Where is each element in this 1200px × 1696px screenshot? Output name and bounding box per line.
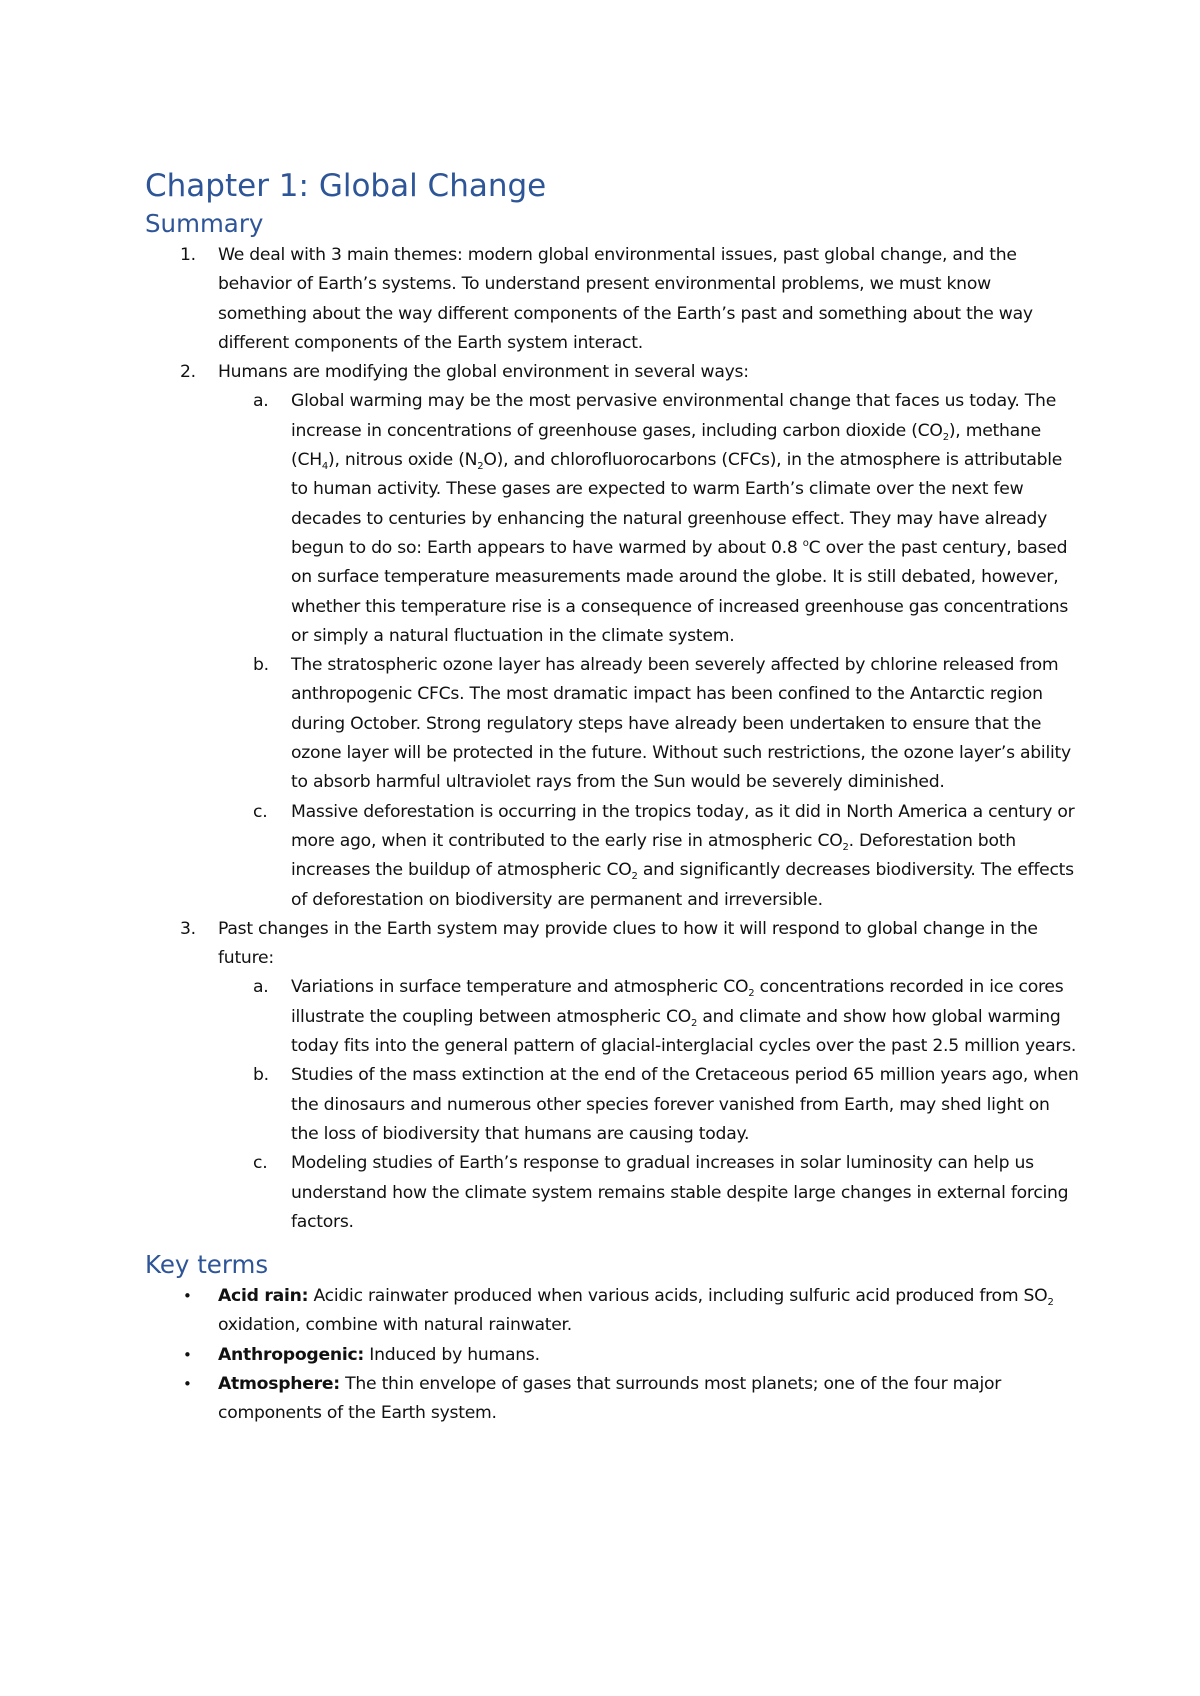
summary-list [145, 241, 1080, 1237]
summary-item-3 [145, 915, 1080, 1237]
bullet-icon: • [183, 1287, 192, 1306]
summary-item-text: We deal with 3 main themes: modern global environmental issues, past global change, and the behavior of Earth’s systems. To understand present environmental problems, we must know something about the way different components of the Earth’s past and something about the way different components of the Earth system interact. [218, 245, 1033, 353]
text-run: Variations in surface temperature and atmospheric CO [291, 977, 749, 998]
key-term-item [145, 1370, 1080, 1429]
summary-sublist [218, 973, 1080, 1237]
text-run: concentrations recorded in ice cores illustrate the coupling between atmospheric CO [291, 977, 1064, 1027]
degree-superscript: o [802, 537, 809, 549]
text-run: ), nitrous oxide (N [328, 450, 478, 471]
text-run: ), methane (CH [291, 420, 1041, 471]
key-terms-list [145, 1282, 1080, 1428]
list-number: 1. [180, 245, 196, 265]
list-letter: a. [253, 977, 269, 998]
text-run: C over the past century, based on surface temperature measurements made around the globe. It is still debated, however, whether this temperature rise is a consequence of increased greenhouse gas concentrations or simply a natural fluctuation in the climate system. [291, 537, 1069, 646]
text-run: . Deforestation both increases the buildup of atmospheric CO [291, 830, 1016, 881]
summary-heading: Summary [145, 209, 264, 238]
text-run: Studies of the mass extinction at the end of the Cretaceous period 65 million years ago, when the dinosaurs and numerous other species forever vanished from Earth, may shed light on the loss of biodiversity that humans are causing today. [291, 1065, 1079, 1144]
key-terms-heading: Key terms [145, 1250, 269, 1280]
text-run: The stratospheric ozone layer has already been severely affected by chlorine released from anthropogenic CFCs. The most dramatic impact has been confined to the Antarctic region during October. Strong regulatory steps have already been undertaken to ensure that the ozone layer will be protected in the future. Without such restrictions, the ozone layer’s ability to absorb harmful ultraviolet rays from the Sun would be severely diminished. [291, 655, 1071, 793]
summary-subitem-3a [145, 973, 1080, 1061]
subscript: 2 [1047, 1297, 1054, 1309]
summary-subitem-2b [145, 651, 1080, 797]
subscript: 2 [942, 431, 949, 443]
bullet-icon: • [183, 1345, 192, 1364]
term-name: Acid rain: [218, 1286, 309, 1307]
list-letter: c. [253, 1153, 268, 1174]
text-run: and significantly decreases biodiversity. The effects of deforestation on biodiversity are permanent and irreversible. [291, 860, 1074, 910]
chapter-title: Chapter 1: Global Change [145, 168, 547, 204]
list-letter: b. [253, 1065, 269, 1086]
summary-sublist [218, 387, 1080, 914]
summary-subitem-3b [145, 1061, 1080, 1149]
key-term-item [145, 1282, 1080, 1341]
summary-item-text: Past changes in the Earth system may provide clues to how it will respond to global change in the future: [218, 918, 1038, 969]
list-letter: b. [253, 655, 269, 676]
summary-subitem-2c [145, 798, 1080, 915]
document-body [145, 165, 1080, 1429]
list-number: 3. [180, 918, 196, 939]
summary-item-2 [145, 358, 1080, 915]
list-letter: c. [253, 801, 268, 822]
subscript: 2 [748, 988, 755, 1000]
summary-subitem-3c [145, 1149, 1080, 1237]
subscript: 2 [631, 871, 638, 883]
term-name: Atmosphere: [218, 1373, 340, 1394]
term-definition: oxidation, combine with natural rainwater. [218, 1315, 572, 1336]
summary-subitem-2a [145, 387, 1080, 651]
list-number: 2. [180, 362, 196, 383]
subscript: 4 [321, 461, 329, 473]
term-name: Anthropogenic: [218, 1344, 365, 1365]
text-run: Global warming may be the most pervasive environmental change that faces us today. The increase in concentrations of greenhouse gases, including carbon dioxide (CO [291, 391, 1057, 441]
text-run: O), and chlorofluorocarbons (CFCs), in the atmosphere is attributable to human activity. These gases are expected to warm Earth’s climate over the next few decades to centuries by enhancing the natural greenhouse effect. They may have already begun to do so: Earth appears to have warmed by about 0.8 [291, 450, 1063, 558]
bullet-icon: • [183, 1374, 192, 1393]
list-letter: a. [253, 391, 269, 412]
text-run: Massive deforestation is occurring in the tropics today, as it did in North America a century or more ago, when it contributed to the early rise in atmospheric CO [291, 801, 1075, 851]
term-definition: Induced by humans. [364, 1344, 540, 1365]
summary-item-text: Humans are modifying the global environment in several ways: [218, 362, 749, 383]
term-definition: Acidic rainwater produced when various acids, including sulfuric acid produced from SO [308, 1286, 1048, 1307]
summary-item-1 [145, 241, 1080, 358]
subscript: 2 [477, 461, 484, 473]
term-definition: The thin envelope of gases that surrounds most planets; one of the four major components of the Earth system. [218, 1373, 1002, 1424]
subscript: 2 [842, 841, 849, 853]
text-run: and climate and show how global warming today fits into the general pattern of glacial-interglacial cycles over the past 2.5 million years. [291, 1006, 1077, 1057]
key-term-item [145, 1341, 1080, 1370]
text-run: Modeling studies of Earth’s response to gradual increases in solar luminosity can help us understand how the climate system remains stable despite large changes in external forcing factors. [291, 1153, 1069, 1232]
subscript: 2 [690, 1017, 698, 1029]
